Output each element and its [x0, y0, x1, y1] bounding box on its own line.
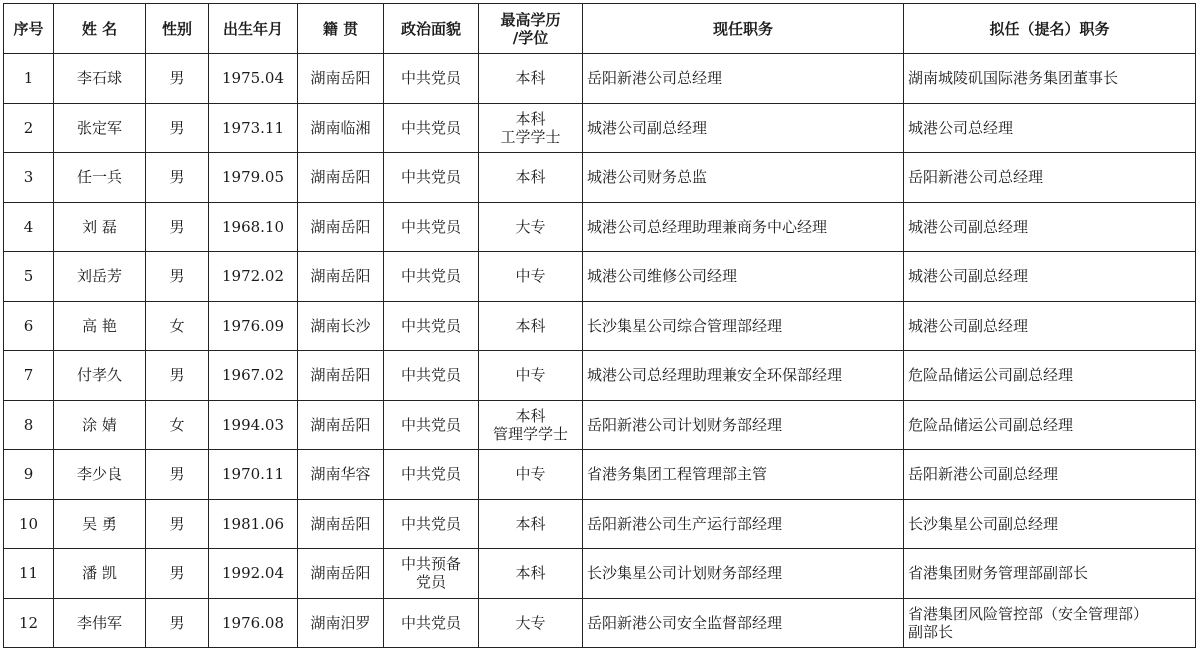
cell-education-line1: 本科 [515, 406, 546, 425]
header-name: 姓 名 [54, 4, 146, 54]
cell-native-place: 湖南华容 [298, 450, 384, 500]
cell-proposed-position [904, 301, 1196, 351]
cell-education-line1: 大专 [515, 613, 546, 632]
table-row [4, 54, 1196, 104]
cell-proposed-line1: 岳阳新港公司总经理 [908, 168, 1044, 187]
cell-gender: 男 [146, 549, 209, 599]
cell-political-line2: 党员 [415, 573, 446, 592]
cell-current-position: 岳阳新港公司总经理 [583, 54, 904, 104]
cell-name: 高 艳 [54, 301, 146, 351]
cell-education [479, 153, 583, 203]
cell-proposed-position [904, 54, 1196, 104]
cell-proposed-line1: 城港公司总经理 [908, 118, 1014, 137]
cell-political-line1: 中共党员 [400, 514, 461, 533]
appointment-table [3, 3, 1196, 648]
cell-birth: 1994.03 [209, 400, 298, 450]
cell-proposed-line1: 省港集团财务管理部副部长 [908, 564, 1089, 583]
table-body [4, 54, 1196, 648]
cell-name: 吴 勇 [54, 499, 146, 549]
cell-education [479, 499, 583, 549]
cell-education-line1: 大专 [515, 217, 546, 236]
cell-proposed-position [904, 499, 1196, 549]
cell-proposed-line1: 长沙集星公司副总经理 [908, 514, 1059, 533]
cell-index: 7 [4, 351, 54, 401]
cell-political-status [384, 598, 479, 648]
cell-proposed-line1: 城港公司副总经理 [908, 316, 1029, 335]
cell-native-place: 湖南长沙 [298, 301, 384, 351]
table-row [4, 202, 1196, 252]
header-current-position: 现任职务 [583, 4, 904, 54]
cell-education-line2: 工学学士 [500, 127, 561, 146]
cell-name: 刘 磊 [54, 202, 146, 252]
cell-index: 8 [4, 400, 54, 450]
cell-native-place: 湖南岳阳 [298, 351, 384, 401]
cell-native-place: 湖南岳阳 [298, 252, 384, 302]
cell-political-status [384, 400, 479, 450]
cell-current-position: 城港公司财务总监 [583, 153, 904, 203]
cell-gender: 男 [146, 54, 209, 104]
cell-proposed-line1: 省港集团风险管控部（安全管理部） [908, 604, 1149, 623]
cell-name: 李伟军 [54, 598, 146, 648]
cell-native-place: 湖南临湘 [298, 103, 384, 153]
cell-education-line1: 本科 [515, 316, 546, 335]
cell-political-status [384, 252, 479, 302]
cell-proposed-position [904, 252, 1196, 302]
cell-index: 11 [4, 549, 54, 599]
cell-current-position: 城港公司副总经理 [583, 103, 904, 153]
cell-education [479, 549, 583, 599]
header-education [479, 4, 583, 54]
cell-gender: 女 [146, 301, 209, 351]
cell-name: 涂 婧 [54, 400, 146, 450]
cell-gender: 男 [146, 450, 209, 500]
cell-name: 张定军 [54, 103, 146, 153]
cell-education [479, 54, 583, 104]
cell-proposed-line1: 城港公司副总经理 [908, 217, 1029, 236]
cell-current-position: 岳阳新港公司计划财务部经理 [583, 400, 904, 450]
cell-index: 1 [4, 54, 54, 104]
cell-political-status [384, 549, 479, 599]
cell-index: 4 [4, 202, 54, 252]
cell-proposed-position [904, 351, 1196, 401]
cell-education [479, 351, 583, 401]
cell-current-position: 长沙集星公司综合管理部经理 [583, 301, 904, 351]
cell-native-place: 湖南岳阳 [298, 153, 384, 203]
cell-name: 付孝久 [54, 351, 146, 401]
header-native-place: 籍 贯 [298, 4, 384, 54]
cell-education-line1: 本科 [515, 514, 546, 533]
cell-political-status [384, 301, 479, 351]
cell-current-position: 省港务集团工程管理部主管 [583, 450, 904, 500]
cell-gender: 男 [146, 351, 209, 401]
cell-political-line1: 中共党员 [400, 613, 461, 632]
header-proposed-position: 拟任（提名）职务 [904, 4, 1196, 54]
cell-education-line1: 本科 [515, 109, 546, 128]
cell-index: 12 [4, 598, 54, 648]
cell-political-status [384, 450, 479, 500]
cell-education [479, 252, 583, 302]
cell-birth: 1968.10 [209, 202, 298, 252]
cell-proposed-line2: 副部长 [908, 622, 954, 641]
cell-gender: 男 [146, 598, 209, 648]
cell-name: 李石球 [54, 54, 146, 104]
cell-index: 5 [4, 252, 54, 302]
cell-education-line1: 中专 [515, 465, 546, 484]
table-row [4, 351, 1196, 401]
cell-name: 任一兵 [54, 153, 146, 203]
cell-gender: 男 [146, 103, 209, 153]
cell-birth: 1976.08 [209, 598, 298, 648]
cell-proposed-position [904, 450, 1196, 500]
cell-political-line1: 中共党员 [400, 168, 461, 187]
cell-current-position: 城港公司维修公司经理 [583, 252, 904, 302]
cell-native-place: 湖南岳阳 [298, 499, 384, 549]
cell-current-position: 岳阳新港公司安全监督部经理 [583, 598, 904, 648]
cell-birth: 1979.05 [209, 153, 298, 203]
header-row [4, 4, 1196, 54]
cell-birth: 1973.11 [209, 103, 298, 153]
table-row [4, 549, 1196, 599]
cell-political-line1: 中共党员 [400, 366, 461, 385]
table-row [4, 400, 1196, 450]
cell-name: 李少良 [54, 450, 146, 500]
cell-index: 10 [4, 499, 54, 549]
cell-political-line1: 中共党员 [400, 69, 461, 88]
cell-birth: 1981.06 [209, 499, 298, 549]
cell-native-place: 湖南岳阳 [298, 54, 384, 104]
cell-education [479, 598, 583, 648]
cell-political-line1: 中共党员 [400, 316, 461, 335]
cell-education-line1: 中专 [515, 267, 546, 286]
cell-education-line1: 本科 [515, 69, 546, 88]
cell-native-place: 湖南岳阳 [298, 202, 384, 252]
cell-gender: 男 [146, 202, 209, 252]
cell-index: 2 [4, 103, 54, 153]
table-row [4, 499, 1196, 549]
cell-proposed-position [904, 549, 1196, 599]
cell-current-position: 城港公司总经理助理兼安全环保部经理 [583, 351, 904, 401]
cell-proposed-position [904, 202, 1196, 252]
cell-political-line1: 中共党员 [400, 415, 461, 434]
cell-index: 9 [4, 450, 54, 500]
cell-native-place: 湖南岳阳 [298, 400, 384, 450]
cell-birth: 1972.02 [209, 252, 298, 302]
cell-index: 6 [4, 301, 54, 351]
cell-education [479, 450, 583, 500]
header-index: 序号 [4, 4, 54, 54]
cell-proposed-line1: 危险品储运公司副总经理 [908, 415, 1074, 434]
cell-birth: 1976.09 [209, 301, 298, 351]
cell-current-position: 长沙集星公司计划财务部经理 [583, 549, 904, 599]
cell-education-line2: 管理学学士 [492, 424, 568, 443]
cell-political-line1: 中共党员 [400, 267, 461, 286]
cell-political-line1: 中共党员 [400, 118, 461, 137]
cell-political-line1: 中共预备 [400, 555, 461, 574]
header-education-line2: /学位 [512, 28, 549, 47]
table-row [4, 252, 1196, 302]
cell-political-status [384, 499, 479, 549]
cell-proposed-position [904, 153, 1196, 203]
cell-education [479, 202, 583, 252]
cell-native-place: 湖南岳阳 [298, 549, 384, 599]
cell-current-position: 城港公司总经理助理兼商务中心经理 [583, 202, 904, 252]
table-row [4, 153, 1196, 203]
cell-political-line1: 中共党员 [400, 217, 461, 236]
cell-education-line1: 本科 [515, 168, 546, 187]
cell-education [479, 400, 583, 450]
table-row [4, 598, 1196, 648]
header-gender: 性别 [146, 4, 209, 54]
cell-name: 刘岳芳 [54, 252, 146, 302]
cell-birth: 1970.11 [209, 450, 298, 500]
cell-political-status [384, 54, 479, 104]
cell-political-status [384, 153, 479, 203]
cell-education [479, 103, 583, 153]
cell-birth: 1992.04 [209, 549, 298, 599]
header-education-line1: 最高学历 [500, 10, 561, 29]
cell-gender: 男 [146, 153, 209, 203]
cell-gender: 女 [146, 400, 209, 450]
cell-political-line1: 中共党员 [400, 465, 461, 484]
cell-proposed-line1: 湖南城陵矶国际港务集团董事长 [908, 69, 1119, 88]
cell-proposed-line1: 岳阳新港公司副总经理 [908, 465, 1059, 484]
cell-gender: 男 [146, 499, 209, 549]
header-birth: 出生年月 [209, 4, 298, 54]
cell-name: 潘 凯 [54, 549, 146, 599]
cell-education [479, 301, 583, 351]
cell-education-line1: 中专 [515, 366, 546, 385]
cell-education-line1: 本科 [515, 564, 546, 583]
cell-proposed-position [904, 598, 1196, 648]
cell-proposed-position [904, 103, 1196, 153]
table-row [4, 103, 1196, 153]
cell-birth: 1975.04 [209, 54, 298, 104]
table-row [4, 450, 1196, 500]
header-political-status: 政治面貌 [384, 4, 479, 54]
cell-proposed-position [904, 400, 1196, 450]
cell-proposed-line1: 危险品储运公司副总经理 [908, 366, 1074, 385]
cell-political-status [384, 202, 479, 252]
cell-index: 3 [4, 153, 54, 203]
cell-current-position: 岳阳新港公司生产运行部经理 [583, 499, 904, 549]
cell-birth: 1967.02 [209, 351, 298, 401]
cell-proposed-line1: 城港公司副总经理 [908, 267, 1029, 286]
cell-native-place: 湖南汨罗 [298, 598, 384, 648]
cell-gender: 男 [146, 252, 209, 302]
cell-political-status [384, 351, 479, 401]
cell-political-status [384, 103, 479, 153]
table-row [4, 301, 1196, 351]
